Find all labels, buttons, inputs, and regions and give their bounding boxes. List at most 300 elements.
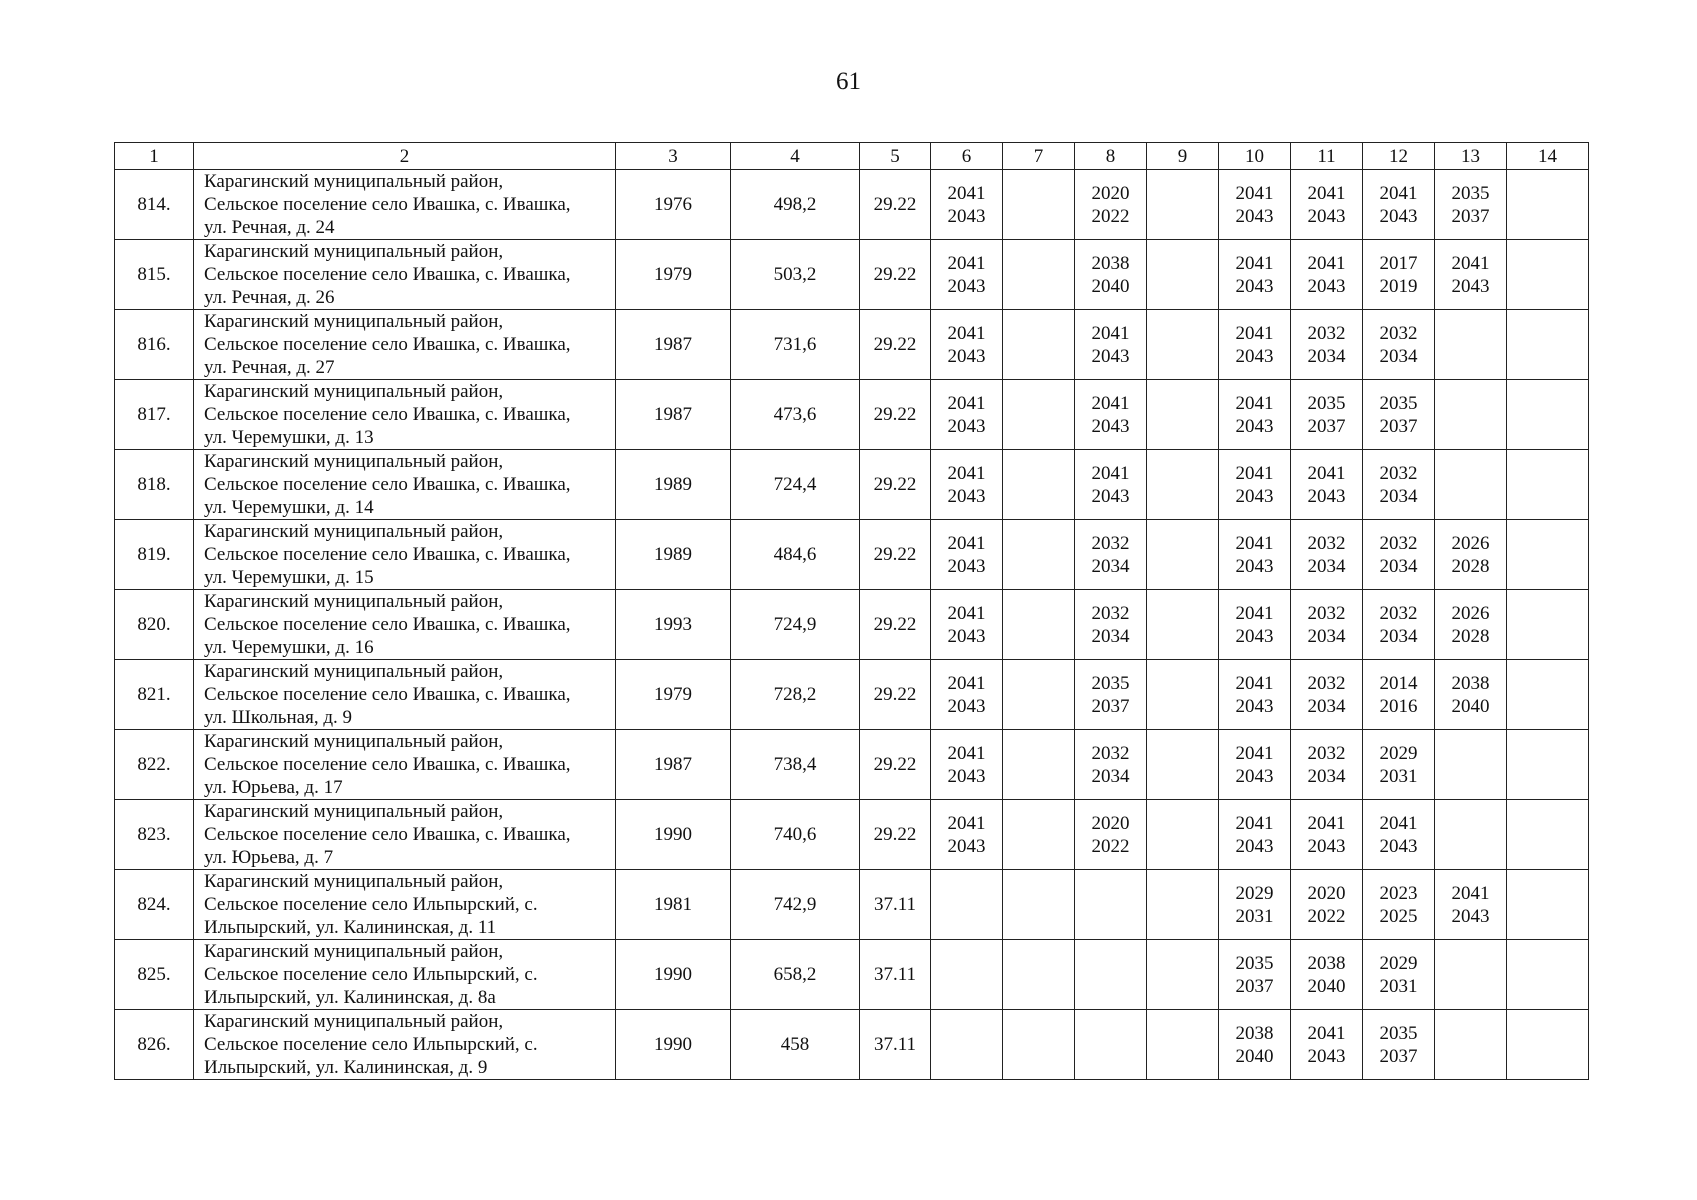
period-year: 2041 [947, 532, 986, 554]
period-year: 2043 [1307, 835, 1346, 857]
period-cell-6 [931, 380, 1003, 450]
period-cell-13 [1435, 660, 1507, 730]
period-cell-14 [1507, 940, 1589, 1010]
period-year: 2043 [947, 765, 986, 787]
period-cell-8 [1075, 170, 1147, 240]
housing-registry-table [114, 142, 1589, 1080]
period-cell-11 [1291, 800, 1363, 870]
period-year: 2043 [947, 485, 986, 507]
period-year: 2032 [1379, 462, 1418, 484]
period-year: 2041 [947, 392, 986, 414]
address-line: Карагинский муниципальный район, [204, 241, 504, 262]
period-year: 2032 [1307, 322, 1346, 344]
area: 724,4 [731, 450, 860, 520]
period-year: 2041 [1235, 322, 1274, 344]
row-number: 815. [115, 240, 194, 310]
period-year: 2032 [1307, 532, 1346, 554]
tariff-code: 37.11 [860, 870, 931, 940]
period-year: 2040 [1235, 1045, 1274, 1067]
table-row [115, 450, 1589, 520]
address-line: Карагинский муниципальный район, [204, 591, 504, 612]
period-year: 2041 [947, 602, 986, 624]
period-cell-12 [1363, 240, 1435, 310]
period-year: 2028 [1451, 555, 1490, 577]
period-cell-6 [931, 310, 1003, 380]
period-year: 2035 [1451, 182, 1490, 204]
address-cell [194, 1010, 616, 1080]
period-cell-6 [931, 730, 1003, 800]
period-cell-14 [1507, 520, 1589, 590]
period-cell-11 [1291, 520, 1363, 590]
build-year: 1990 [616, 940, 731, 1010]
period-year: 2043 [1451, 905, 1490, 927]
period-year: 2043 [1307, 275, 1346, 297]
period-year: 2032 [1307, 742, 1346, 764]
period-cell-6 [931, 870, 1003, 940]
period-cell-13 [1435, 730, 1507, 800]
period-year: 2022 [1091, 835, 1130, 857]
address-line: ул. Речная, д. 24 [204, 217, 335, 238]
table-row [115, 800, 1589, 870]
period-year: 2032 [1307, 672, 1346, 694]
period-cell-7 [1003, 240, 1075, 310]
period-cell-9 [1147, 170, 1219, 240]
period-year: 2037 [1379, 415, 1418, 437]
period-year: 2041 [947, 672, 986, 694]
period-year: 2043 [1379, 205, 1418, 227]
period-year: 2040 [1307, 975, 1346, 997]
period-cell-11 [1291, 380, 1363, 450]
build-year: 1987 [616, 310, 731, 380]
area: 728,2 [731, 660, 860, 730]
period-cell-11 [1291, 310, 1363, 380]
period-year: 2043 [947, 555, 986, 577]
period-cell-10 [1219, 870, 1291, 940]
period-cell-14 [1507, 870, 1589, 940]
table-row [115, 590, 1589, 660]
area: 731,6 [731, 310, 860, 380]
address-cell [194, 520, 616, 590]
period-year: 2041 [1307, 812, 1346, 834]
address-line: ул. Черемушки, д. 13 [204, 427, 374, 448]
period-year: 2022 [1091, 205, 1130, 227]
address-line: Сельское поселение село Ивашка, с. Ивашка, [204, 684, 571, 705]
address-cell [194, 170, 616, 240]
address-line: Карагинский муниципальный район, [204, 801, 504, 822]
period-year: 2041 [1379, 182, 1418, 204]
period-cell-14 [1507, 310, 1589, 380]
period-year: 2038 [1451, 672, 1490, 694]
address-line: Сельское поселение село Ивашка, с. Ивашка, [204, 194, 571, 215]
period-year: 2043 [1235, 835, 1274, 857]
period-year: 2032 [1379, 602, 1418, 624]
period-cell-6 [931, 520, 1003, 590]
period-cell-14 [1507, 450, 1589, 520]
period-cell-14 [1507, 800, 1589, 870]
row-number: 824. [115, 870, 194, 940]
period-cell-11 [1291, 170, 1363, 240]
address-line: Сельское поселение село Ильпырский, с. [204, 894, 538, 915]
period-year: 2032 [1091, 532, 1130, 554]
tariff-code: 37.11 [860, 940, 931, 1010]
period-cell-14 [1507, 1010, 1589, 1080]
period-year: 2041 [947, 322, 986, 344]
period-cell-7 [1003, 940, 1075, 1010]
row-number: 820. [115, 590, 194, 660]
period-cell-9 [1147, 660, 1219, 730]
period-cell-9 [1147, 240, 1219, 310]
period-cell-7 [1003, 660, 1075, 730]
period-year: 2031 [1379, 975, 1418, 997]
period-year: 2032 [1379, 532, 1418, 554]
period-cell-12 [1363, 800, 1435, 870]
period-cell-14 [1507, 240, 1589, 310]
period-cell-6 [931, 940, 1003, 1010]
column-header-8: 8 [1075, 143, 1147, 170]
period-year: 2035 [1091, 672, 1130, 694]
tariff-code: 29.22 [860, 240, 931, 310]
period-cell-8 [1075, 730, 1147, 800]
address-cell [194, 730, 616, 800]
column-header-10: 10 [1219, 143, 1291, 170]
period-cell-7 [1003, 1010, 1075, 1080]
address-line: Ильпырский, ул. Калининская, д. 9 [204, 1057, 488, 1078]
period-year: 2026 [1451, 602, 1490, 624]
period-cell-9 [1147, 520, 1219, 590]
period-year: 2037 [1379, 1045, 1418, 1067]
period-cell-10 [1219, 520, 1291, 590]
period-cell-7 [1003, 590, 1075, 660]
tariff-code: 29.22 [860, 590, 931, 660]
column-header-4: 4 [731, 143, 860, 170]
build-year: 1989 [616, 520, 731, 590]
tariff-code: 37.11 [860, 1010, 931, 1080]
period-cell-9 [1147, 450, 1219, 520]
row-number: 826. [115, 1010, 194, 1080]
build-year: 1993 [616, 590, 731, 660]
period-cell-11 [1291, 730, 1363, 800]
build-year: 1987 [616, 380, 731, 450]
row-number: 818. [115, 450, 194, 520]
row-number: 821. [115, 660, 194, 730]
period-cell-10 [1219, 240, 1291, 310]
address-cell [194, 240, 616, 310]
column-header-13: 13 [1435, 143, 1507, 170]
period-cell-10 [1219, 660, 1291, 730]
build-year: 1987 [616, 730, 731, 800]
column-header-12: 12 [1363, 143, 1435, 170]
period-year: 2041 [1379, 812, 1418, 834]
period-cell-12 [1363, 730, 1435, 800]
page-number: 61 [836, 68, 861, 95]
period-cell-8 [1075, 450, 1147, 520]
period-year: 2037 [1451, 205, 1490, 227]
period-year: 2043 [1235, 485, 1274, 507]
row-number: 823. [115, 800, 194, 870]
period-cell-11 [1291, 1010, 1363, 1080]
period-cell-6 [931, 1010, 1003, 1080]
period-year: 2037 [1307, 415, 1346, 437]
address-line: ул. Речная, д. 26 [204, 287, 335, 308]
period-year: 2040 [1451, 695, 1490, 717]
address-line: Карагинский муниципальный район, [204, 731, 504, 752]
period-cell-11 [1291, 940, 1363, 1010]
period-cell-7 [1003, 520, 1075, 590]
address-line: Сельское поселение село Ивашка, с. Ивашка, [204, 264, 571, 285]
address-line: Карагинский муниципальный район, [204, 451, 504, 472]
period-year: 2043 [947, 345, 986, 367]
period-cell-10 [1219, 380, 1291, 450]
address-line: Карагинский муниципальный район, [204, 661, 504, 682]
period-cell-9 [1147, 870, 1219, 940]
period-year: 2041 [1235, 672, 1274, 694]
period-cell-12 [1363, 380, 1435, 450]
address-line: ул. Черемушки, д. 15 [204, 567, 374, 588]
address-cell [194, 660, 616, 730]
address-line: Сельское поселение село Ивашка, с. Ивашка, [204, 404, 571, 425]
column-header-14: 14 [1507, 143, 1589, 170]
period-cell-7 [1003, 170, 1075, 240]
period-year: 2016 [1379, 695, 1418, 717]
period-year: 2041 [947, 182, 986, 204]
period-year: 2043 [1235, 555, 1274, 577]
period-year: 2014 [1379, 672, 1418, 694]
period-cell-12 [1363, 310, 1435, 380]
period-year: 2043 [1235, 625, 1274, 647]
period-year: 2028 [1451, 625, 1490, 647]
period-year: 2020 [1307, 882, 1346, 904]
period-cell-13 [1435, 520, 1507, 590]
period-cell-8 [1075, 800, 1147, 870]
area: 498,2 [731, 170, 860, 240]
period-cell-11 [1291, 240, 1363, 310]
column-header-11: 11 [1291, 143, 1363, 170]
address-line: Сельское поселение село Ивашка, с. Ивашка, [204, 544, 571, 565]
period-cell-8 [1075, 520, 1147, 590]
period-year: 2034 [1091, 555, 1130, 577]
build-year: 1979 [616, 660, 731, 730]
address-line: Карагинский муниципальный район, [204, 521, 504, 542]
tariff-code: 29.22 [860, 800, 931, 870]
address-line: Сельское поселение село Ивашка, с. Ивашка, [204, 334, 571, 355]
address-line: Карагинский муниципальный район, [204, 311, 504, 332]
area: 458 [731, 1010, 860, 1080]
period-year: 2043 [1451, 275, 1490, 297]
table-row [115, 870, 1589, 940]
row-number: 822. [115, 730, 194, 800]
period-year: 2032 [1379, 322, 1418, 344]
address-line: Сельское поселение село Ильпырский, с. [204, 964, 538, 985]
period-cell-9 [1147, 730, 1219, 800]
area: 473,6 [731, 380, 860, 450]
period-year: 2017 [1379, 252, 1418, 274]
address-cell [194, 310, 616, 380]
period-year: 2041 [1451, 252, 1490, 274]
period-year: 2025 [1379, 905, 1418, 927]
period-cell-6 [931, 800, 1003, 870]
address-line: Карагинский муниципальный район, [204, 941, 504, 962]
period-year: 2041 [1091, 322, 1130, 344]
period-year: 2034 [1379, 625, 1418, 647]
address-cell [194, 380, 616, 450]
area: 503,2 [731, 240, 860, 310]
period-cell-6 [931, 590, 1003, 660]
period-year: 2043 [1379, 835, 1418, 857]
period-year: 2041 [947, 812, 986, 834]
period-cell-12 [1363, 170, 1435, 240]
period-year: 2037 [1235, 975, 1274, 997]
period-year: 2034 [1379, 555, 1418, 577]
period-year: 2029 [1379, 952, 1418, 974]
period-cell-13 [1435, 800, 1507, 870]
period-year: 2034 [1091, 625, 1130, 647]
build-year: 1976 [616, 170, 731, 240]
period-cell-13 [1435, 1010, 1507, 1080]
period-year: 2029 [1379, 742, 1418, 764]
period-cell-10 [1219, 170, 1291, 240]
period-cell-6 [931, 450, 1003, 520]
row-number: 814. [115, 170, 194, 240]
area: 742,9 [731, 870, 860, 940]
period-year: 2043 [1307, 205, 1346, 227]
table-row [115, 240, 1589, 310]
period-cell-8 [1075, 240, 1147, 310]
tariff-code: 29.22 [860, 310, 931, 380]
period-year: 2032 [1091, 602, 1130, 624]
address-line: ул. Черемушки, д. 14 [204, 497, 374, 518]
area: 484,6 [731, 520, 860, 590]
address-line: Ильпырский, ул. Калининская, д. 11 [204, 917, 497, 938]
tariff-code: 29.22 [860, 730, 931, 800]
period-cell-11 [1291, 590, 1363, 660]
period-cell-12 [1363, 450, 1435, 520]
period-year: 2035 [1379, 392, 1418, 414]
column-header-7: 7 [1003, 143, 1075, 170]
period-year: 2032 [1307, 602, 1346, 624]
period-cell-13 [1435, 380, 1507, 450]
period-year: 2041 [1235, 812, 1274, 834]
address-line: Сельское поселение село Ивашка, с. Ивашка, [204, 614, 571, 635]
period-cell-12 [1363, 660, 1435, 730]
period-year: 2043 [947, 205, 986, 227]
period-year: 2020 [1091, 182, 1130, 204]
period-year: 2034 [1307, 695, 1346, 717]
period-cell-14 [1507, 380, 1589, 450]
period-cell-10 [1219, 800, 1291, 870]
period-year: 2041 [947, 252, 986, 274]
build-year: 1979 [616, 240, 731, 310]
period-cell-13 [1435, 870, 1507, 940]
period-cell-10 [1219, 1010, 1291, 1080]
period-cell-8 [1075, 380, 1147, 450]
area: 724,9 [731, 590, 860, 660]
period-cell-6 [931, 660, 1003, 730]
period-year: 2035 [1379, 1022, 1418, 1044]
period-year: 2043 [1235, 695, 1274, 717]
row-number: 825. [115, 940, 194, 1010]
period-cell-10 [1219, 450, 1291, 520]
period-cell-9 [1147, 940, 1219, 1010]
tariff-code: 29.22 [860, 380, 931, 450]
tariff-code: 29.22 [860, 450, 931, 520]
period-year: 2043 [1235, 765, 1274, 787]
address-line: ул. Школьная, д. 9 [204, 707, 352, 728]
area: 740,6 [731, 800, 860, 870]
table-row [115, 520, 1589, 590]
row-number: 819. [115, 520, 194, 590]
period-cell-12 [1363, 520, 1435, 590]
table-row [115, 170, 1589, 240]
period-cell-6 [931, 170, 1003, 240]
period-cell-10 [1219, 590, 1291, 660]
address-line: Карагинский муниципальный район, [204, 871, 504, 892]
column-header-2: 2 [194, 143, 616, 170]
period-year: 2034 [1091, 765, 1130, 787]
period-cell-14 [1507, 590, 1589, 660]
period-year: 2043 [947, 275, 986, 297]
address-cell [194, 590, 616, 660]
period-cell-12 [1363, 870, 1435, 940]
period-cell-8 [1075, 940, 1147, 1010]
period-cell-8 [1075, 660, 1147, 730]
period-cell-9 [1147, 1010, 1219, 1080]
column-header-1: 1 [115, 143, 194, 170]
period-year: 2043 [1235, 415, 1274, 437]
period-year: 2041 [1451, 882, 1490, 904]
address-line: Сельское поселение село Ивашка, с. Ивашка, [204, 824, 571, 845]
period-cell-13 [1435, 240, 1507, 310]
period-cell-14 [1507, 660, 1589, 730]
period-cell-8 [1075, 870, 1147, 940]
period-cell-13 [1435, 450, 1507, 520]
period-year: 2034 [1379, 485, 1418, 507]
period-cell-7 [1003, 800, 1075, 870]
period-cell-12 [1363, 1010, 1435, 1080]
period-year: 2034 [1307, 625, 1346, 647]
period-year: 2041 [1235, 182, 1274, 204]
period-cell-8 [1075, 1010, 1147, 1080]
period-year: 2029 [1235, 882, 1274, 904]
period-year: 2041 [947, 742, 986, 764]
period-cell-9 [1147, 800, 1219, 870]
period-year: 2041 [1307, 252, 1346, 274]
row-number: 816. [115, 310, 194, 380]
period-cell-11 [1291, 870, 1363, 940]
period-cell-7 [1003, 380, 1075, 450]
period-year: 2043 [1091, 415, 1130, 437]
period-cell-12 [1363, 940, 1435, 1010]
period-cell-10 [1219, 310, 1291, 380]
period-year: 2041 [1235, 392, 1274, 414]
period-year: 2038 [1307, 952, 1346, 974]
address-line: Сельское поселение село Ивашка, с. Ивашка, [204, 474, 571, 495]
period-cell-6 [931, 240, 1003, 310]
period-cell-14 [1507, 730, 1589, 800]
period-cell-10 [1219, 940, 1291, 1010]
period-year: 2023 [1379, 882, 1418, 904]
period-year: 2026 [1451, 532, 1490, 554]
period-year: 2032 [1091, 742, 1130, 764]
period-cell-8 [1075, 310, 1147, 380]
column-number-row [115, 143, 1589, 170]
period-year: 2031 [1379, 765, 1418, 787]
period-year: 2034 [1307, 555, 1346, 577]
row-number: 817. [115, 380, 194, 450]
period-year: 2035 [1307, 392, 1346, 414]
period-cell-9 [1147, 590, 1219, 660]
period-year: 2043 [947, 415, 986, 437]
build-year: 1990 [616, 800, 731, 870]
